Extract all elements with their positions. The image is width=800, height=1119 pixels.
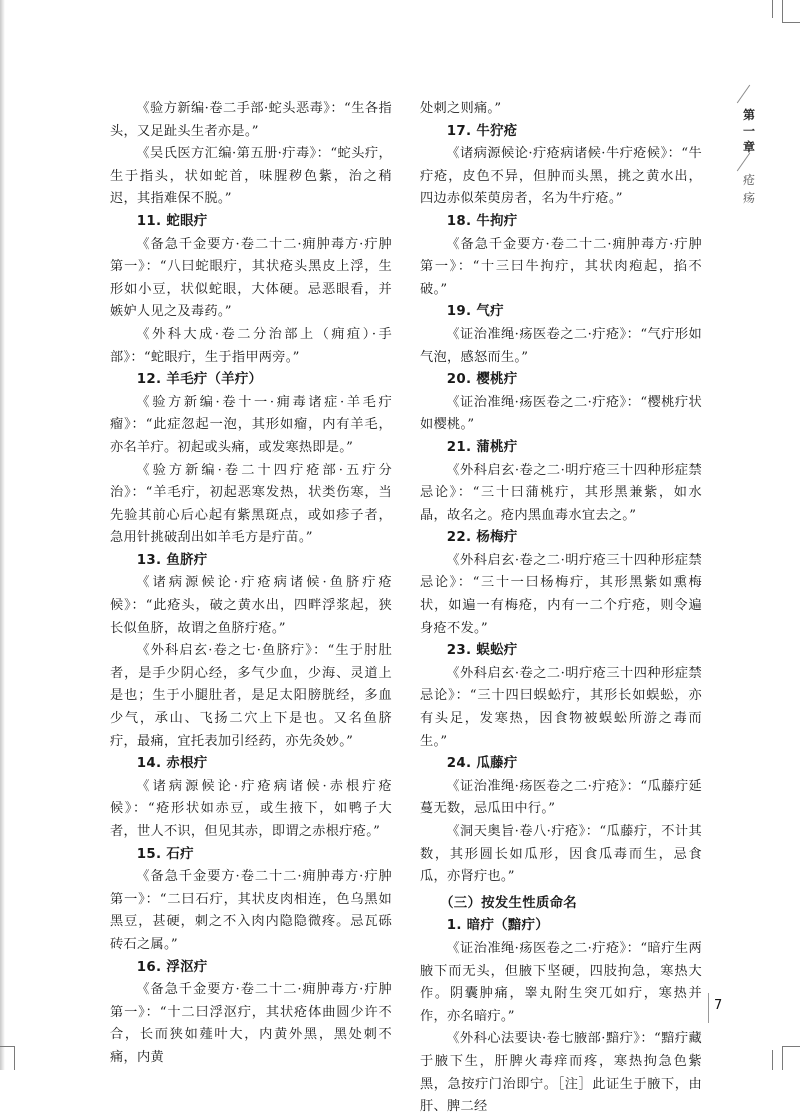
crop-mark	[782, 0, 783, 22]
citation-paragraph: 《验方新编·卷十一·痈毒诸症·羊毛疔瘤》：“此症忽起一泡，其形如瘤，内有羊毛，亦名羊疔。初起或头痛，或发寒热即是。”	[110, 394, 392, 455]
crop-mark	[772, 0, 773, 18]
citation-paragraph: 《验方新编·卷二手部·蛇头恶毒》：“生各指头，又足趾头生者亦是。”	[110, 101, 392, 139]
entry-heading: 18. 牛拘疔	[446, 213, 518, 229]
crop-mark	[0, 1046, 14, 1047]
entry-heading: 20. 樱桃疔	[446, 372, 518, 388]
divider-slash	[737, 85, 750, 104]
citation-paragraph: 《备急千金要方·卷二十二·痈肿毒方·疔肿第一》：“八曰蛇眼疔，其状疮头黑皮上浮，生形如小豆，状似蛇眼，大体硬。忌恶眼看，并嫉妒人见之及毒药。”	[110, 236, 392, 320]
crop-mark	[782, 22, 800, 23]
entry-heading: 11. 蛇眼疔	[136, 213, 208, 229]
citation-paragraph: 《外科启玄·卷之二·明疔疮三十四种形症禁忌论》：“三十四曰蜈蚣疔，其形长如蜈蚣，亦有头足，发寒热，因食物被蜈蚣所游之毒而生。”	[420, 665, 702, 749]
entry-heading: 12. 羊毛疔（羊疔）	[136, 372, 263, 388]
entry-heading: 14. 赤根疔	[136, 756, 208, 772]
entry-heading: 22. 杨梅疔	[446, 530, 518, 546]
right-column	[420, 98, 702, 1119]
section-label: 疮疡	[742, 173, 755, 205]
entry-heading: 16. 浮沤疔	[136, 959, 208, 975]
crop-mark	[782, 1046, 783, 1070]
citation-paragraph: 《洞天奥旨·卷八·疔疮》：“瓜藤疔，不计其数，其形圆长如瓜形，因食瓜毒而生，忌食瓜，亦肾疔也。”	[420, 824, 702, 885]
citation-paragraph: 《验方新编·卷二十四疔疮部·五疔分治》：“羊毛疔，初起恶寒发热，状类伤寒，当先验其前心后心起有紫黑斑点，或如疹子者，急用针挑破刮出如羊毛方是疔苗。”	[110, 462, 392, 546]
page-number-rule	[708, 993, 709, 1023]
citation-paragraph: 《备急千金要方·卷二十二·痈肿毒方·疔肿第一》：“二曰石疔，其状皮肉相连，色乌黑如黑豆，甚硬，刺之不入肉内隐隐微疼。忌瓦砾砖石之属。”	[110, 869, 392, 952]
page-fold-shadow	[0, 0, 5, 1070]
citation-paragraph: 《外科大成·卷二分治部上（痈疽）·手部》：“蛇眼疔，生于指甲两旁。”	[110, 326, 392, 365]
entry-heading: 19. 气疔	[446, 304, 504, 320]
entry-heading: 13. 鱼脐疔	[136, 552, 208, 568]
entry-heading: 21. 蒲桃疔	[446, 439, 518, 455]
citation-paragraph: 《证治准绳·疡医卷之二·疔疮》：“气疔形如气泡，感怒而生。”	[420, 326, 702, 365]
section-heading: （三）按发生性质命名	[440, 895, 577, 911]
entry-heading: 23. 蜈蚣疔	[446, 643, 518, 659]
entry-heading: 15. 石疔	[136, 846, 194, 862]
citation-paragraph: 《外科启玄·卷之七·鱼脐疔》：“生于肘肚者，是手少阴心经，多气少血，少海、灵道上是也；生于小腿肚者，是足太阳膀胱经，多血少气，承山、飞扬二穴上下是也。又名鱼脐疔，最痛，宜托表加引经药，亦先灸妙。”	[110, 643, 392, 749]
left-column	[110, 98, 392, 1070]
citation-paragraph: 《诸病源候论·疔疮病诸候·牛疔疮候》：“牛疔疮，皮色不异，但肿而头黑，挑之黄水出，四边赤似茱萸房者，名为牛疔疮。”	[420, 146, 702, 207]
citation-paragraph: 《诸病源候论·疔疮病诸候·赤根疔疮候》：“疮形状如赤豆，或生掖下，如鸭子大者，世人不识，但见其赤，即谓之赤根疔疮。”	[110, 778, 392, 839]
citation-paragraph: 《备急千金要方·卷二十二·痈肿毒方·疔肿第一》：“十二曰浮沤疔，其状疮体曲圆少许不合，长而狭如薤叶大，内黄外黑，黑处刺不痛，内黄	[110, 982, 392, 1065]
citation-paragraph: 《吴氏医方汇编·第五册·疔毒》：“蛇头疔，生于指头，状如蛇首，味腥秽色紫，治之稍迟，其指难保不脱。”	[110, 146, 392, 207]
page-number: 7	[714, 998, 723, 1013]
citation-paragraph: 《外科心法要诀·卷七腋部·黯疔》：“黯疔藏于腋下生，肝脾火毒痒而疼，寒热拘急色紫黑，急按疔门治即宁。［注］此证生于腋下，由肝、脾二经	[420, 1031, 702, 1115]
citation-paragraph: 《外科启玄·卷之二·明疔疮三十四种形症禁忌论》：“三十一曰杨梅疔，其形黑紫如熏梅状，如遍一有梅疮，内有一二个疔疮，则令遍身疮不发。”	[420, 552, 702, 636]
citation-paragraph: 《诸病源候论·疔疮病诸候·鱼脐疔疮候》：“此疮头，破之黄水出，四畔浮浆起，狭长似鱼脐，故谓之鱼脐疔疮。”	[110, 575, 392, 636]
chapter-label: 第一章	[742, 108, 755, 154]
citation-paragraph: 《证治准绳·疡医卷之二·疔疮》：“暗疔生两腋下而无头，但腋下坚硬，四肢拘急，寒热大作。阴囊肿痛，睾丸附生突兀如疔，寒热并作，亦名暗疔。”	[420, 940, 702, 1024]
entry-heading: 1. 暗疔（黯疔）	[446, 918, 549, 934]
citation-paragraph: 《证治准绳·疡医卷之二·疔疮》：“瓜藤疔延蔓无数，忌瓜田中行。”	[420, 778, 702, 817]
citation-paragraph: 《证治准绳·疡医卷之二·疔疮》：“樱桃疔状如樱桃。”	[420, 394, 702, 433]
citation-paragraph: 《备急千金要方·卷二十二·痈肿毒方·疔肿第一》：“十三曰牛拘疔，其状肉疱起，掐不破。”	[420, 236, 702, 297]
continued-paragraph: 处刺之则痛。”	[420, 101, 502, 116]
citation-paragraph: 《外科启玄·卷之二·明疔疮三十四种形症禁忌论》：“三十曰蒲桃疔，其形黑兼紫，如水晶，故名之。疮内黑血毒水宜去之。”	[420, 462, 702, 523]
entry-heading: 17. 牛狞疮	[446, 123, 518, 139]
crop-mark	[772, 1050, 773, 1070]
crop-mark	[782, 1046, 800, 1047]
entry-heading: 24. 瓜藤疔	[446, 756, 518, 772]
divider-slash	[737, 153, 750, 172]
crop-mark	[14, 1046, 15, 1070]
